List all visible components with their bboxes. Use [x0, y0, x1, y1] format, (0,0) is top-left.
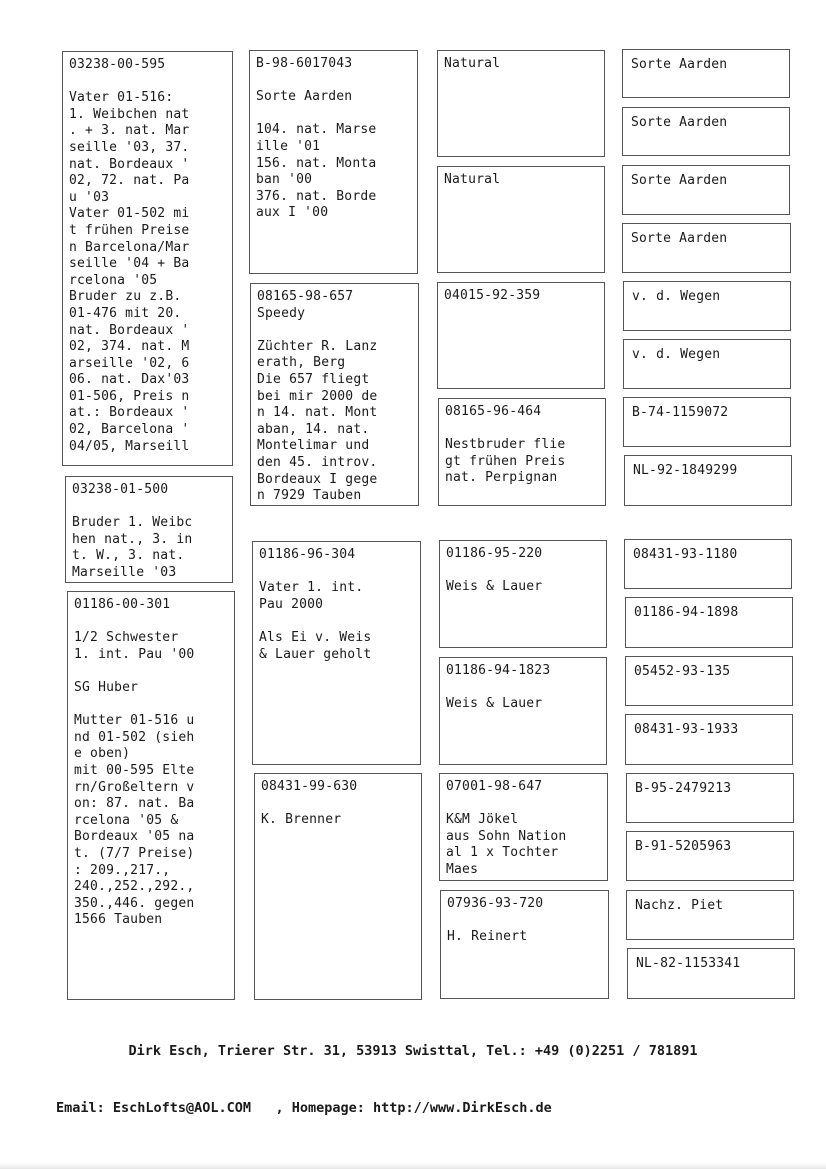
pedigree-box-gen3-3: 04015-92-359 — [437, 282, 605, 389]
pedigree-box-gen3-8: 07936-93-720 H. Reinert — [440, 890, 609, 999]
pedigree-box-gen3-6: 01186-94-1823 Weis & Lauer — [439, 657, 607, 765]
pedigree-box-subject: 03238-00-595 Vater 01-516: 1. Weibchen nat . + 3. nat. Mar seille '03, 37. nat. Bordeaux ' 02, 72. nat. Pa u '03 Vater 01-502 mi t frühen Preise n Barcelona/Mar seille '04 + Ba rcelona '05 Bruder zu z.B. 01-476 mit 20. nat. Bordeaux ' 02, 374. nat. M arseille '02, 6 06. nat. Dax'03 01-506, Preis n at.: Bordeaux ' 02, Barcelona ' 04/05, Marseill — [62, 51, 233, 466]
footer-address: Dirk Esch, Trierer Str. 31, 53913 Swisttal, Tel.: +49 (0)2251 / 781891 — [128, 1043, 698, 1059]
pedigree-box-gen4-13: B-95-2479213 — [626, 773, 794, 823]
pedigree-box-gen4-16: NL-82-1153341 — [627, 948, 795, 999]
pedigree-box-gen3-2: Natural — [437, 166, 605, 273]
pedigree-box-gen3-1: Natural — [437, 50, 605, 157]
pedigree-box-gen4-5: v. d. Wegen — [623, 281, 791, 331]
pedigree-box-half-sibling: 01186-00-301 1/2 Schwester 1. int. Pau '00 SG Huber Mutter 01-516 u nd 01-502 (sieh e oben) mit 00-595 Elte rn/Großeltern v on: 87. nat. Ba rcelona '05 & Bordeaux '05 na t. (7/7 Preise) : 209.,217., 240.,252.,292., 350.,446. gegen 1566 Tauben — [67, 591, 235, 1000]
pedigree-box-gen4-2: Sorte Aarden — [622, 107, 790, 156]
pedigree-box-gen4-11: 05452-93-135 — [625, 656, 793, 706]
footer-email-homepage: Email: EschLofts@AOL.COM , Homepage: http://www.DirkEsch.de — [56, 1100, 552, 1116]
pedigree-box-gen4-4: Sorte Aarden — [622, 223, 791, 273]
pedigree-box-gen3-5: 01186-95-220 Weis & Lauer — [439, 540, 607, 648]
pedigree-box-dam-dam: 08431-99-630 K. Brenner — [254, 773, 422, 1000]
pedigree-box-gen4-10: 01186-94-1898 — [625, 597, 793, 648]
pedigree-box-gen4-3: Sorte Aarden — [622, 165, 790, 215]
pedigree-box-gen4-7: B-74-1159072 — [623, 397, 791, 447]
pedigree-box-dam: 01186-96-304 Vater 1. int. Pau 2000 Als Ei v. Weis & Lauer geholt — [252, 541, 421, 765]
pedigree-box-gen4-12: 08431-93-1933 — [625, 714, 793, 765]
pedigree-box-gen4-15: Nachz. Piet — [626, 890, 794, 940]
pedigree-box-gen3-4: 08165-96-464 Nestbruder flie gt frühen Preis nat. Perpignan — [438, 398, 606, 506]
pedigree-box-gen4-1: Sorte Aarden — [622, 49, 790, 98]
pedigree-box-gen4-14: B-91-5205963 — [626, 831, 794, 881]
scan-edge — [0, 1163, 826, 1169]
footer-contact — [0, 1004, 826, 1137]
pedigree-box-sibling: 03238-01-500 Bruder 1. Weibc hen nat., 3. in t. W., 3. nat. Marseille '03 — [65, 476, 233, 583]
pedigree-box-sire-sire: 08165-98-657 Speedy Züchter R. Lanz erath, Berg Die 657 fliegt bei mir 2000 de n 14. nat. Mont aban, 14. nat. Montelimar und den 45. introv. Bordeaux I gege n 7929 Tauben — [250, 283, 419, 506]
pedigree-box-sire: B-98-6017043 Sorte Aarden 104. nat. Marse ille '01 156. nat. Monta ban '00 376. nat. Borde aux I '00 — [249, 50, 418, 274]
pedigree-box-gen4-9: 08431-93-1180 — [624, 539, 792, 589]
pedigree-box-gen3-7: 07001-98-647 K&M Jökel aus Sohn Nation al 1 x Tochter Maes — [439, 773, 608, 881]
pedigree-box-gen4-6: v. d. Wegen — [623, 339, 791, 389]
pedigree-box-gen4-8: NL-92-1849299 — [624, 455, 792, 506]
